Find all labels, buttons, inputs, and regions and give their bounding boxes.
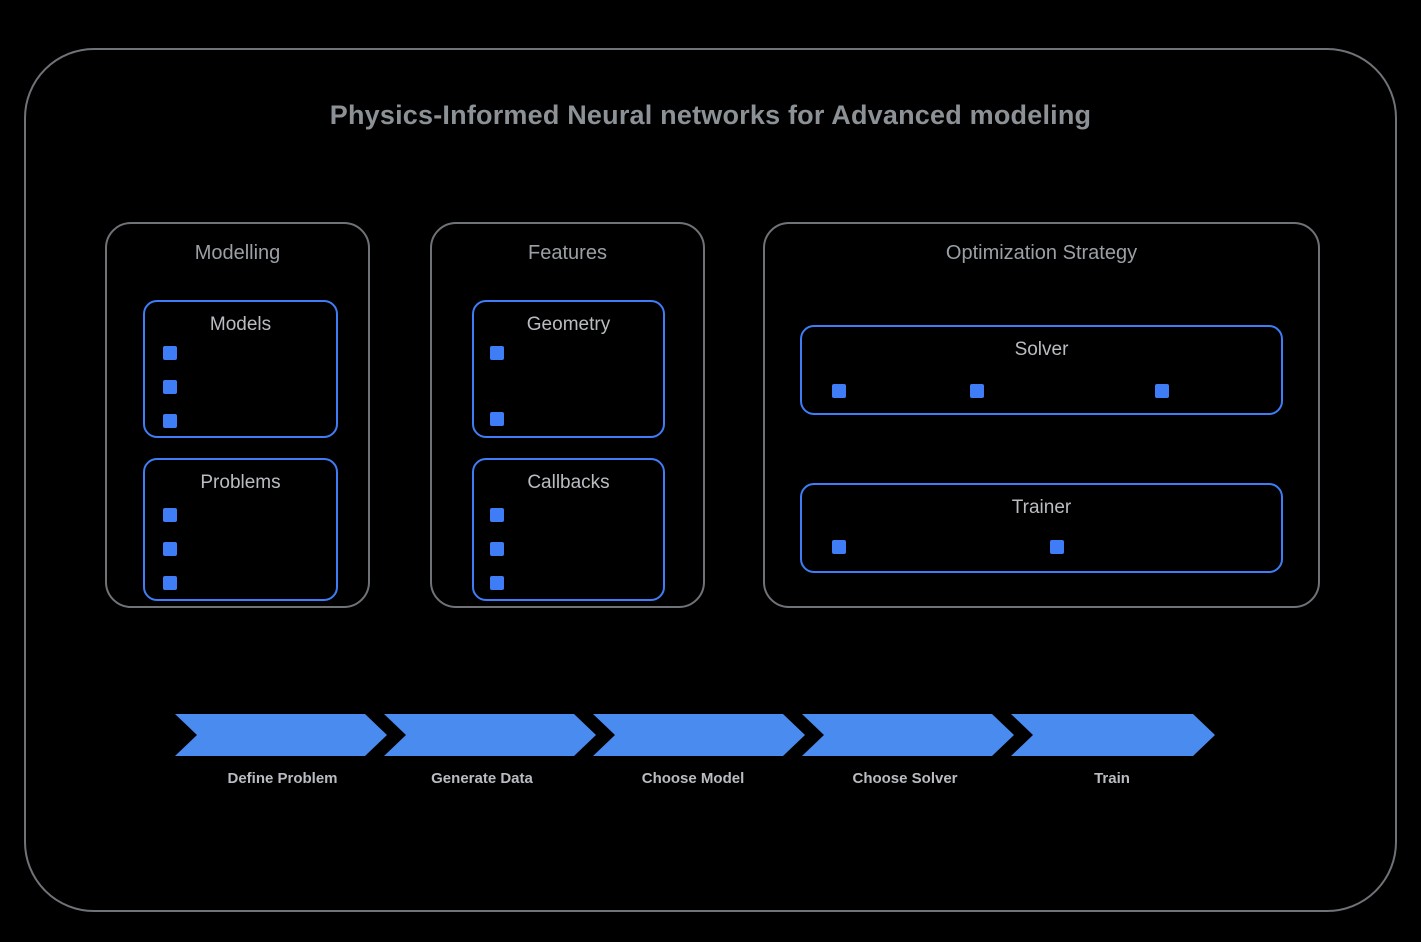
card-trainer <box>800 483 1283 573</box>
group-optimization-label: Optimization Strategy <box>945 242 1138 264</box>
card-solver-label: Solver <box>1014 339 1069 360</box>
chip <box>163 346 177 360</box>
card-problems-label: Problems <box>200 472 281 493</box>
pipeline-arrow-5 <box>1011 714 1215 756</box>
chip <box>490 508 504 522</box>
page-title: Physics-Informed Neural networks for Advanced modeling <box>329 100 1092 130</box>
chip <box>1050 540 1064 554</box>
card-trainer-label: Trainer <box>1011 497 1072 518</box>
card-geometry <box>472 300 665 438</box>
chip <box>490 346 504 360</box>
pipeline-label-1: Define Problem <box>227 770 338 787</box>
pipeline-label-3: Choose Model <box>641 770 745 787</box>
card-callbacks <box>472 458 665 601</box>
pipeline-label-2: Generate Data <box>431 770 533 787</box>
chip <box>163 380 177 394</box>
chip <box>970 384 984 398</box>
chip <box>163 542 177 556</box>
group-features-label: Features <box>528 242 607 264</box>
chip <box>490 576 504 590</box>
group-modelling-label: Modelling <box>194 242 281 264</box>
chip <box>490 542 504 556</box>
pipeline-label-5: Train <box>1094 770 1130 787</box>
card-models <box>143 300 338 438</box>
pipeline <box>175 714 1215 756</box>
card-solver <box>800 325 1283 415</box>
pipeline-arrow-1 <box>175 714 387 756</box>
pipeline-label-4: Choose Solver <box>852 770 958 787</box>
pipeline-arrow-3 <box>593 714 805 756</box>
chip <box>832 384 846 398</box>
chip <box>832 540 846 554</box>
card-callbacks-label: Callbacks <box>527 472 610 493</box>
card-geometry-label: Geometry <box>526 314 611 335</box>
card-problems <box>143 458 338 601</box>
chip <box>1155 384 1169 398</box>
card-models-label: Models <box>209 314 272 335</box>
chip <box>163 414 177 428</box>
chip <box>163 576 177 590</box>
pipeline-arrow-2 <box>384 714 596 756</box>
chip <box>163 508 177 522</box>
chip <box>490 412 504 426</box>
pipeline-arrow-4 <box>802 714 1014 756</box>
